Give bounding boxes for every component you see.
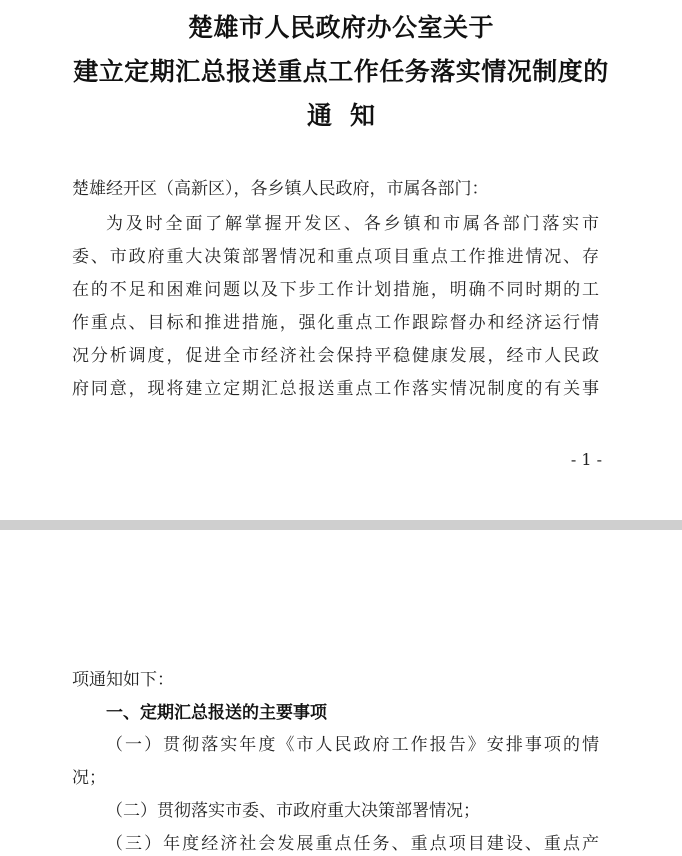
recipients-line: 楚雄经开区（高新区），各乡镇人民政府，市属各部门：	[72, 179, 489, 199]
body-line: 府同意，现将建立定期汇总报送重点工作落实情况制度的有关事	[72, 379, 599, 399]
document-page-2	[0, 530, 682, 855]
continuation-line: 项通知如下：	[72, 670, 174, 690]
list-item: 况；	[72, 768, 106, 788]
title-line-2: 建立定期汇总报送重点工作任务落实情况制度的	[73, 57, 609, 86]
page-number: - 1 -	[570, 450, 602, 469]
title-line-1: 楚雄市人民政府办公室关于	[187, 13, 494, 42]
body-line: 况分析调度，促进全市经济社会保持平稳健康发展，经市人民政	[72, 346, 599, 366]
list-item: （二）贯彻落实市委、市政府重大决策部署情况；	[106, 801, 480, 821]
body-line: 在的不足和困难问题以及下步工作计划措施，明确不同时期的工	[72, 280, 599, 300]
section-heading: 一、定期汇总报送的主要事项	[106, 703, 327, 723]
list-item: （一）贯彻落实年度《市人民政府工作报告》安排事项的情	[106, 735, 599, 755]
title-line-3: 通知	[306, 101, 393, 130]
body-line: 为及时全面了解掌握开发区、各乡镇和市属各部门落实市	[106, 214, 599, 234]
list-item: （三）年度经济社会发展重点任务、重点项目建设、重点产	[106, 834, 599, 854]
body-line: 委、市政府重大决策部署情况和重点项目重点工作推进情况、存	[72, 247, 599, 267]
page-separator	[0, 520, 682, 530]
body-line: 作重点、目标和推进措施，强化重点工作跟踪督办和经济运行情	[72, 313, 599, 333]
